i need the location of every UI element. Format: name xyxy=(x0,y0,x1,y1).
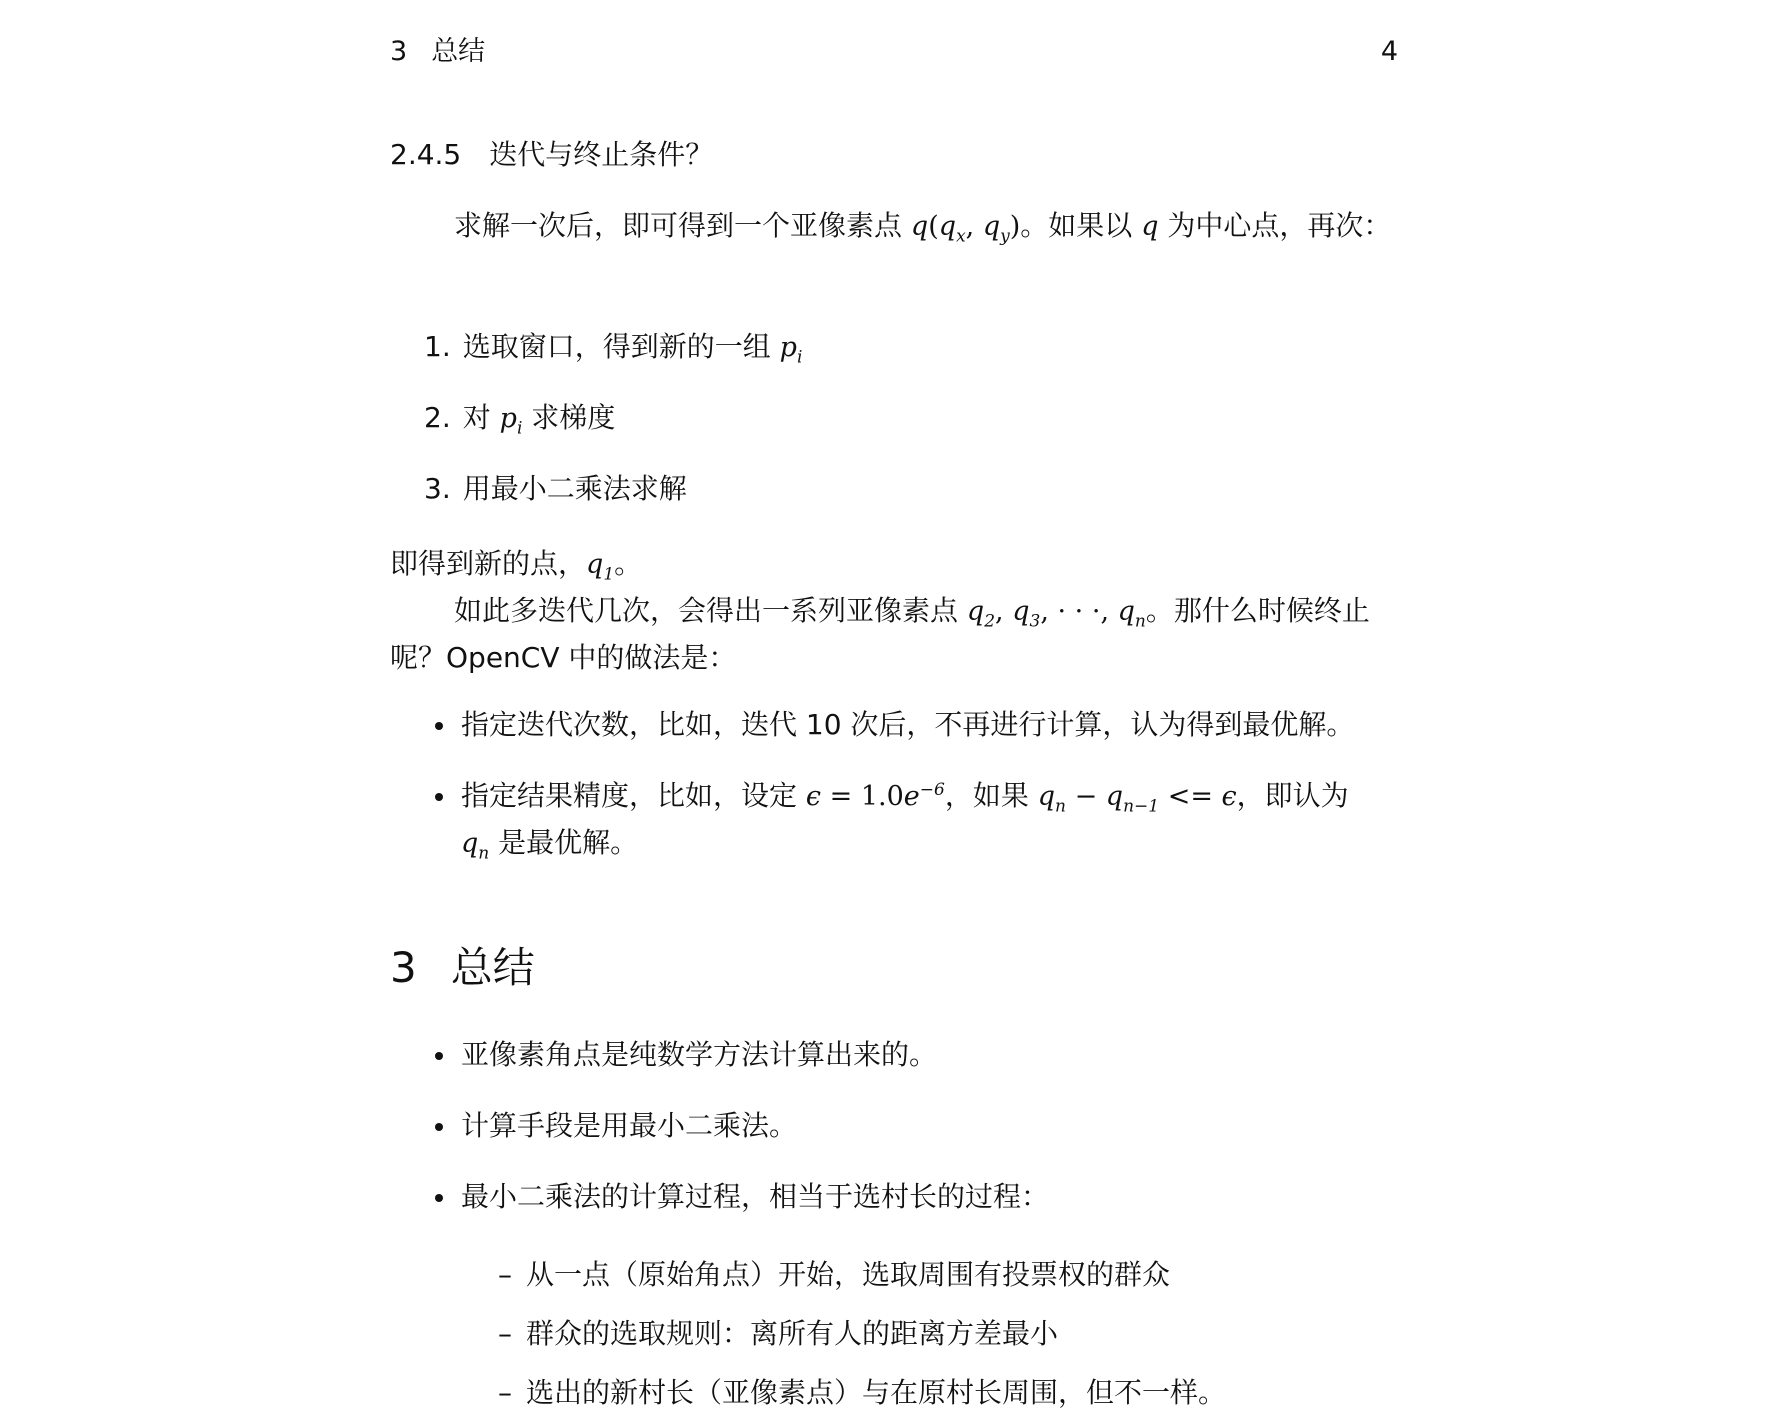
enum-marker: 2. xyxy=(424,401,451,434)
section-number: 3 xyxy=(390,943,417,992)
dash-marker-icon: – xyxy=(498,1258,512,1291)
bullet-icon xyxy=(435,722,443,730)
bullet-icon xyxy=(435,793,443,801)
header-section-number: 3 xyxy=(390,36,408,67)
enum-text: 选取窗口，得到新的一组 $p_i$ xyxy=(462,330,803,368)
enum-marker: 1. xyxy=(424,330,451,363)
sub-list-item: – 群众的选取规则：离所有人的距离方差最小 xyxy=(498,1313,1058,1355)
subsection-heading xyxy=(390,136,713,174)
enum-result-line: 即得到新的点，$q_1$。 xyxy=(390,547,643,585)
enum-item-3 xyxy=(424,469,687,509)
enum-item-1 xyxy=(424,327,802,368)
summary-item: 最小二乘法的计算过程，相当于选村长的过程： xyxy=(435,1174,1391,1220)
criteria-item-precision: 指定结果精度，比如，设定 $\epsilon = 1.0e^{-6}$，如果 $q_n - q_{n-1} <= \epsilon$，即认为 $q_n$ 是最优解。 xyxy=(435,773,1391,867)
enum-text: 用最小二乘法求解 xyxy=(462,472,687,505)
dash-marker-icon: – xyxy=(498,1376,512,1409)
bullet-icon xyxy=(435,1052,443,1060)
math-center-q: q xyxy=(1141,211,1159,242)
sub-list-item: – 从一点（原始角点）开始，选取周围有投票权的群众 xyxy=(498,1254,1170,1296)
enum-marker: 3. xyxy=(424,472,451,505)
header-section-title: 总结 xyxy=(431,36,486,67)
enum-text: 对 $p_i$ 求梯度 xyxy=(462,401,616,439)
subsection-title: 迭代与终止条件？ xyxy=(489,138,714,171)
math-point-series: $q_2$, $q_3$, · · ·, $q_n$ xyxy=(966,596,1146,632)
criteria-item-iterations: 指定迭代次数，比如，迭代 10 次后，不再进行计算，认为得到最优解。 xyxy=(435,702,1391,748)
math-subpixel-point: $q(q_x$, $q_y$) xyxy=(910,211,1021,247)
bullet-icon xyxy=(435,1123,443,1131)
paragraph-intro-middle: 。如果以 xyxy=(1020,209,1133,242)
running-header xyxy=(390,34,485,70)
section-title: 总结 xyxy=(450,943,535,992)
enum-item-2 xyxy=(424,398,615,439)
summary-item: 亚像素角点是纯数学方法计算出来的。 xyxy=(435,1032,1391,1078)
paragraph-iteration: 如此多迭代几次，会得出一系列亚像素点 $q_2$, $q_3$, · · ·, $q_n$。那什么时候终止呢？OpenCV 中的做法是： xyxy=(390,594,1370,674)
paragraph-intro-text: 求解一次后，即可得到一个亚像素点 xyxy=(454,209,903,242)
paragraph-intro xyxy=(390,203,1400,250)
subsection-number: 2.4.5 xyxy=(390,138,462,171)
summary-item: 计算手段是用最小二乘法。 xyxy=(435,1103,1391,1149)
sub-list-item: – 选出的新村长（亚像素点）与在原村长周围，但不一样。 xyxy=(498,1372,1226,1414)
bullet-icon xyxy=(435,1194,443,1202)
paragraph-intro-tail: 为中心点，再次： xyxy=(1167,209,1392,242)
dash-marker-icon: – xyxy=(498,1317,512,1350)
section-heading xyxy=(390,940,535,996)
page-number: 4 xyxy=(1380,36,1398,67)
